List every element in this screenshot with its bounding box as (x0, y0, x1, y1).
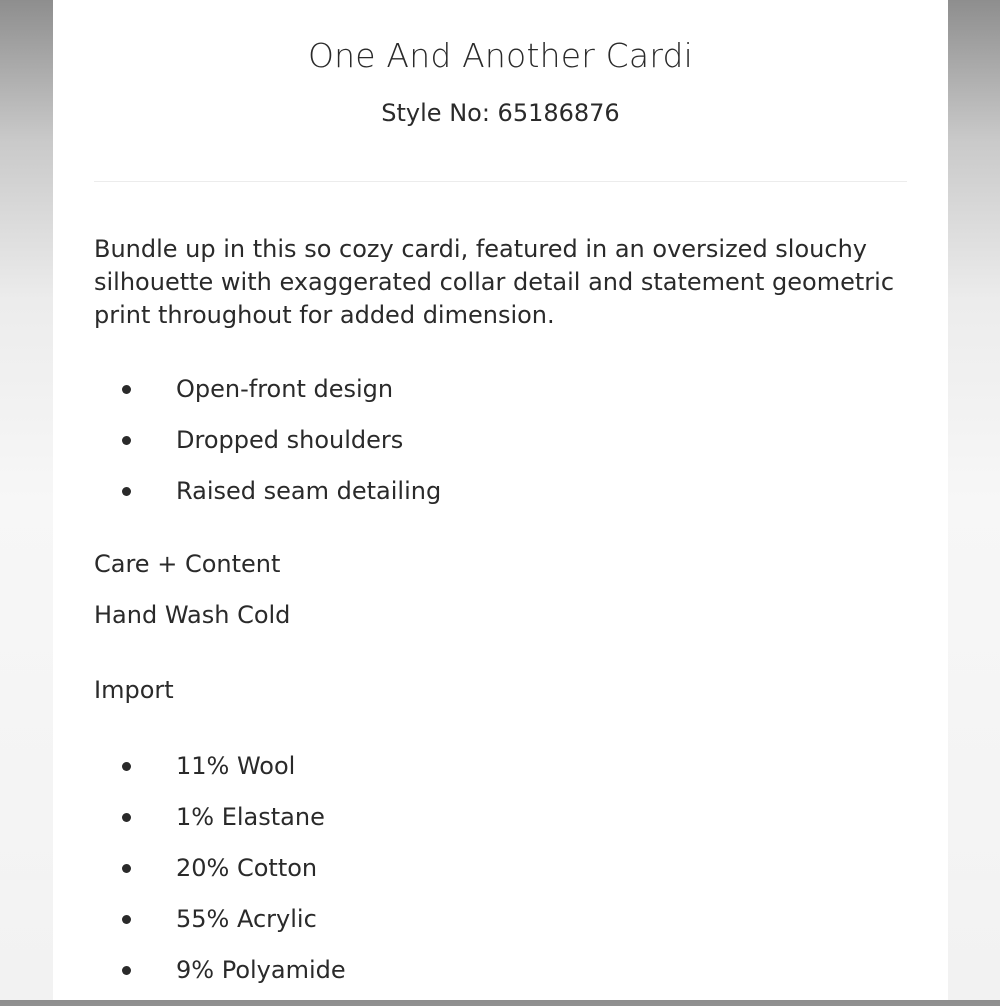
feature-text: Open-front design (176, 375, 394, 403)
material-text: 1% Elastane (176, 803, 325, 831)
bullet-icon (122, 436, 131, 445)
bullet-icon (122, 966, 131, 975)
list-item (116, 425, 441, 476)
product-title: One And Another Cardi (307, 36, 694, 75)
bullet-icon (122, 487, 131, 496)
origin-label: Import (94, 676, 174, 704)
list-item (116, 374, 441, 425)
section-divider (94, 181, 907, 182)
bullet-icon (122, 813, 131, 822)
material-text: 55% Acrylic (176, 905, 317, 933)
right-background-margin (948, 0, 1000, 1000)
bullet-icon (122, 864, 131, 873)
feature-text: Raised seam detailing (176, 477, 442, 505)
left-background-margin (0, 0, 53, 1000)
bullet-icon (122, 385, 131, 394)
list-item (116, 904, 346, 955)
feature-text: Dropped shoulders (176, 426, 404, 454)
bullet-icon (122, 915, 131, 924)
material-text: 9% Polyamide (176, 956, 346, 984)
materials-list (116, 751, 346, 1006)
feature-list (116, 374, 441, 527)
care-instructions: Hand Wash Cold (94, 601, 291, 629)
list-item (116, 802, 346, 853)
product-description: Bundle up in this so cozy cardi, featured in an oversized slouchy silhouette with exaggerated collar detail and statement geometric print throughout for added dimension. (94, 235, 895, 329)
style-number: Style No: 65186876 (381, 99, 620, 127)
bullet-icon (122, 762, 131, 771)
material-text: 11% Wool (176, 752, 296, 780)
list-item (116, 476, 441, 527)
list-item (116, 751, 346, 802)
list-item (116, 955, 346, 1006)
material-text: 20% Cotton (176, 854, 318, 882)
product-details-panel (53, 0, 948, 1000)
list-item (116, 853, 346, 904)
care-content-heading: Care + Content (94, 550, 281, 578)
